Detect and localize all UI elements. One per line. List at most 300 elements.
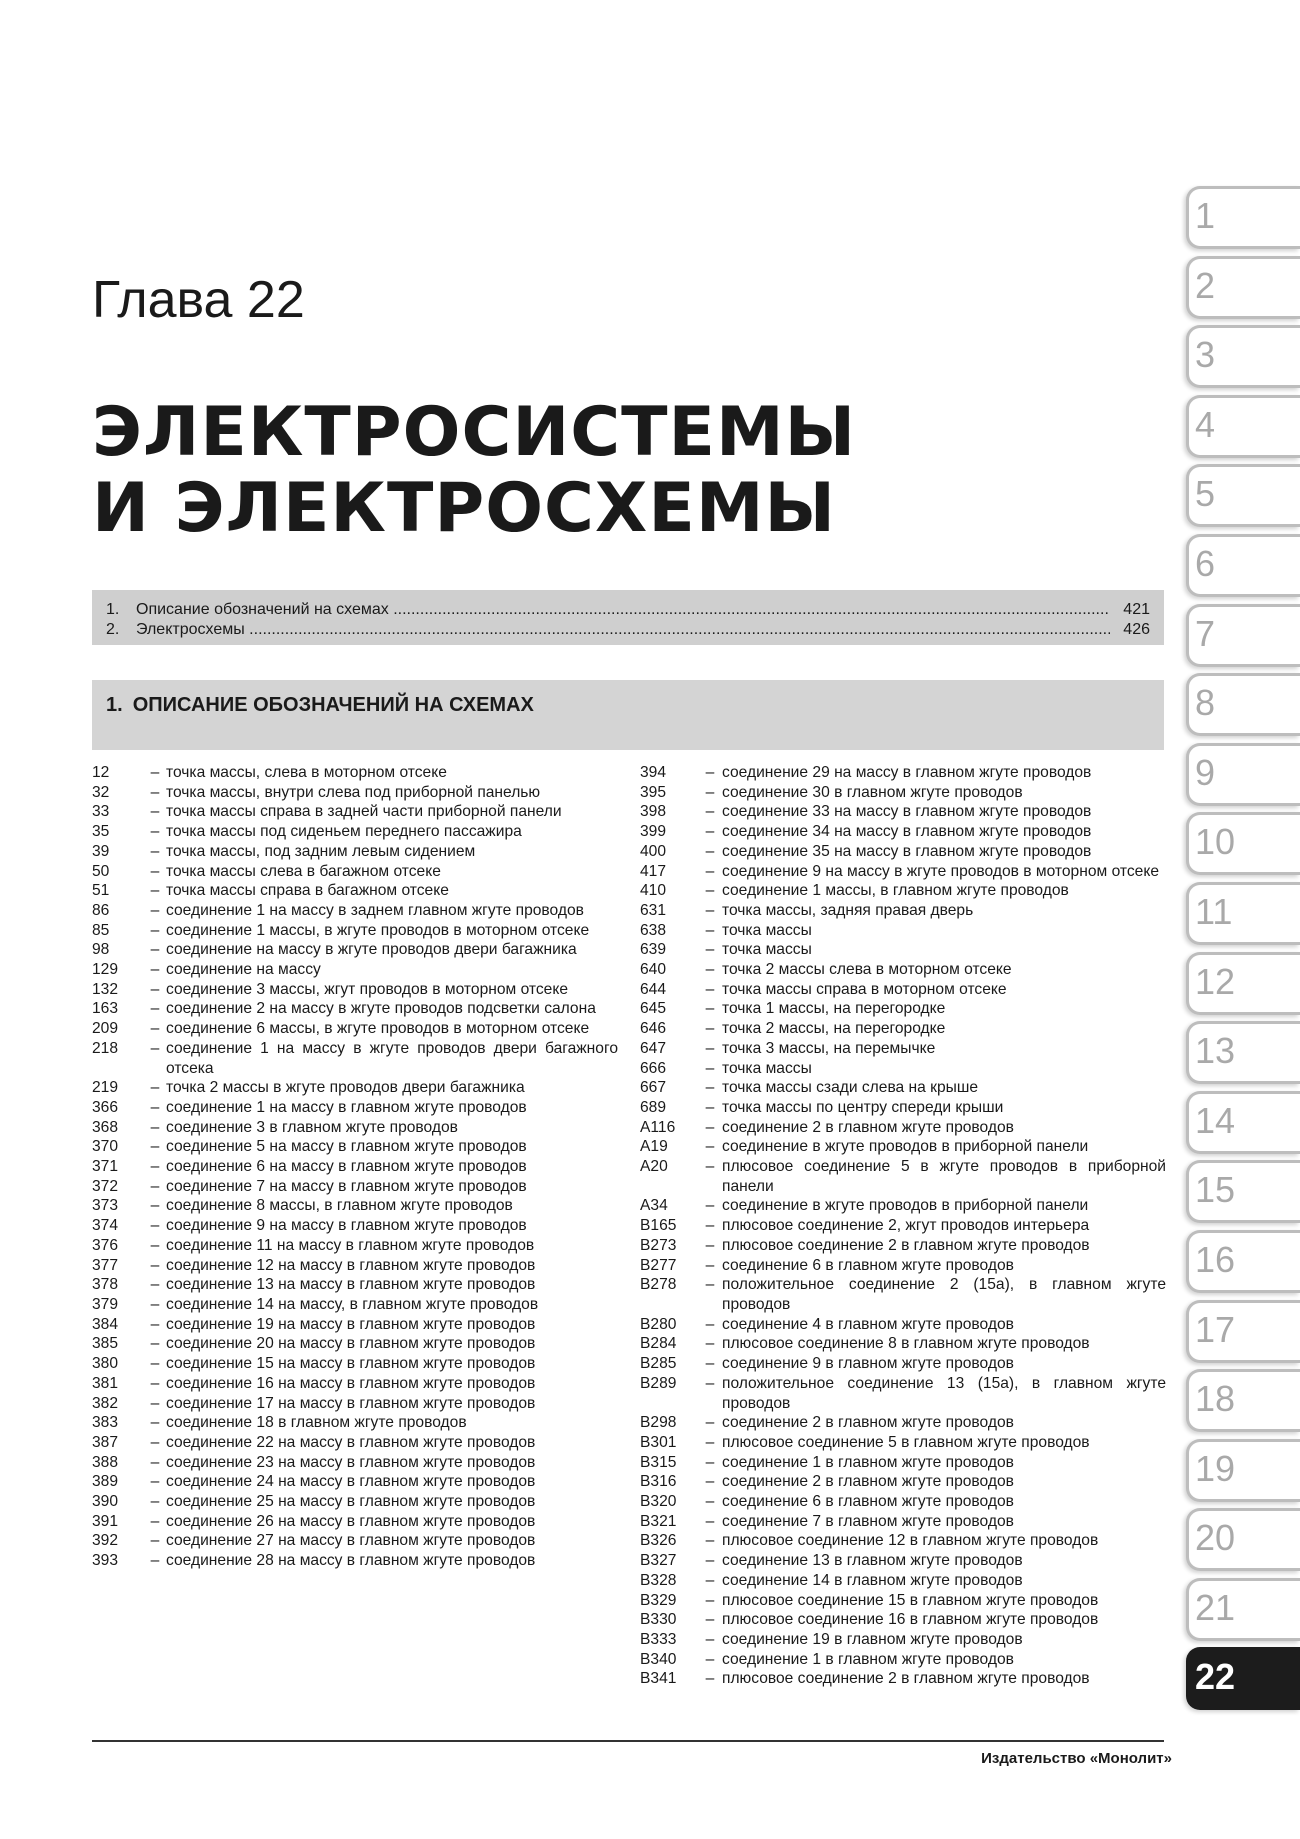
legend-entry xyxy=(92,1413,618,1433)
legend-code: B327 xyxy=(640,1552,677,1570)
legend-description: соединение 24 на массу в главном жгуте проводов xyxy=(166,1473,536,1491)
legend-dash: – xyxy=(150,1256,160,1274)
legend-dash: – xyxy=(150,961,160,979)
legend-dash: – xyxy=(705,1670,715,1688)
legend-code: 381 xyxy=(92,1374,119,1392)
legend-description: плюсовое соединение 2 в главном жгуте проводов xyxy=(722,1236,1090,1254)
legend-dash: – xyxy=(150,1512,160,1530)
toc-item-number: 1. xyxy=(106,601,120,618)
legend-code: B277 xyxy=(640,1256,677,1274)
legend-code: 398 xyxy=(640,803,667,821)
legend-description: точка массы, внутри слева под приборной панелью xyxy=(166,783,541,801)
legend-description: соединение 13 на массу в главном жгуте проводов xyxy=(166,1276,536,1294)
legend-entry xyxy=(92,901,618,921)
legend-description: точка массы xyxy=(722,941,812,959)
legend-code: 132 xyxy=(92,980,119,998)
legend-code: 372 xyxy=(92,1177,119,1195)
legend-entry xyxy=(640,1630,1166,1650)
legend-description: соединение 26 на массу в главном жгуте проводов xyxy=(166,1512,536,1530)
legend-code: B278 xyxy=(640,1276,677,1294)
chapter-tab-1[interactable]: 1 xyxy=(1186,186,1300,249)
legend-entry xyxy=(92,1098,618,1118)
legend-description: положительное соединение 2 (15а), в главном жгуте проводов xyxy=(722,1276,1166,1313)
legend-entry xyxy=(640,980,1166,1000)
legend-dash: – xyxy=(150,1394,160,1412)
legend-description: соединение 16 на массу в главном жгуте проводов xyxy=(166,1374,536,1392)
legend-entry xyxy=(92,822,618,842)
legend-description: соединение 1 в главном жгуте проводов xyxy=(722,1650,1014,1668)
chapter-tab-15[interactable]: 15 xyxy=(1186,1160,1300,1223)
legend-code: 86 xyxy=(92,901,110,919)
legend-description: соединение 1 на массу в жгуте проводов двери багажного отсека xyxy=(166,1039,618,1077)
legend-code: B280 xyxy=(640,1315,677,1333)
legend-dash: – xyxy=(150,1079,160,1097)
legend-dash: – xyxy=(150,1118,160,1136)
legend-code: A20 xyxy=(640,1158,668,1176)
legend-code: 35 xyxy=(92,823,110,841)
legend-dash: – xyxy=(705,921,715,939)
legend-dash: – xyxy=(705,1473,715,1491)
legend-code: 366 xyxy=(92,1098,119,1116)
legend-dash: – xyxy=(150,1276,160,1294)
legend-description: точка массы, под задним левым сидением xyxy=(166,842,476,860)
legend-dash: – xyxy=(150,1000,160,1018)
legend-description: соединение 30 в главном жгуте проводов xyxy=(722,783,1023,801)
title-line-1: ЭЛЕКТРОСИСТЕМЫ xyxy=(92,393,857,472)
legend-entry xyxy=(640,1669,1166,1689)
legend-entry xyxy=(640,1157,1166,1196)
legend-code: 640 xyxy=(640,961,667,979)
legend-description: соединение 25 на массу в главном жгуте проводов xyxy=(166,1493,536,1511)
legend-entry xyxy=(640,1098,1166,1118)
legend-description: точка массы слева в багажном отсеке xyxy=(166,862,441,880)
legend-description: плюсовое соединение 16 в главном жгуте проводов xyxy=(722,1611,1099,1629)
legend-entry xyxy=(92,1196,618,1216)
chapter-tab-21[interactable]: 21 xyxy=(1186,1578,1300,1641)
legend-dash: – xyxy=(705,1000,715,1018)
legend-dash: – xyxy=(705,1374,715,1392)
section-header xyxy=(92,680,1164,750)
legend-entry xyxy=(92,1137,618,1157)
legend-code: B285 xyxy=(640,1355,677,1373)
legend-entry xyxy=(640,1531,1166,1551)
section-number: 1. xyxy=(106,694,123,716)
legend-entry xyxy=(92,842,618,862)
legend-entry xyxy=(640,1019,1166,1039)
legend-entry xyxy=(640,1512,1166,1532)
legend-code: 50 xyxy=(92,862,110,880)
legend-entry xyxy=(92,862,618,882)
legend-entry xyxy=(640,862,1166,882)
legend-code: 400 xyxy=(640,842,667,860)
legend-dash: – xyxy=(705,1355,715,1373)
legend-code: B316 xyxy=(640,1473,677,1491)
legend-entry xyxy=(640,1571,1166,1591)
chapter-tab-12[interactable]: 12 xyxy=(1186,952,1300,1015)
legend-description: соединение 14 на массу, в главном жгуте проводов xyxy=(166,1295,539,1313)
legend-code: 399 xyxy=(640,823,667,841)
legend-column-right xyxy=(640,763,1166,1689)
legend-dash: – xyxy=(150,1295,160,1313)
legend-entry xyxy=(92,1216,618,1236)
legend-code: 385 xyxy=(92,1335,119,1353)
legend-dash: – xyxy=(705,842,715,860)
legend-code: 85 xyxy=(92,921,110,939)
legend-dash: – xyxy=(150,980,160,998)
legend-entry xyxy=(92,999,618,1019)
legend-code: 129 xyxy=(92,961,119,979)
legend-description: точка массы по центру спереди крыши xyxy=(722,1098,1004,1116)
toc-item[interactable] xyxy=(92,600,1164,620)
publisher-footer: Издательство «Монолит» xyxy=(981,1750,1172,1767)
chapter-tab-17[interactable]: 17 xyxy=(1186,1300,1300,1363)
legend-dash: – xyxy=(150,842,160,860)
legend-description: соединение 5 на массу в главном жгуте проводов xyxy=(166,1138,527,1156)
legend-description: точка массы xyxy=(722,921,812,939)
legend-description: соединение 7 на массу в главном жгуте проводов xyxy=(166,1177,527,1195)
legend-description: плюсовое соединение 5 в жгуте проводов в приборной панели xyxy=(722,1158,1166,1195)
legend-code: 388 xyxy=(92,1453,119,1471)
chapter-tab-8[interactable]: 8 xyxy=(1186,673,1300,736)
legend-entry xyxy=(92,980,618,1000)
legend-description: положительное соединение 13 (15а), в главном жгуте проводов xyxy=(722,1374,1166,1412)
legend-entry xyxy=(640,1610,1166,1630)
legend-code: 370 xyxy=(92,1138,119,1156)
legend-code: 645 xyxy=(640,1000,667,1018)
legend-dash: – xyxy=(705,1098,715,1116)
legend-description: соединение 1 в главном жгуте проводов xyxy=(722,1453,1014,1471)
legend-dash: – xyxy=(705,1138,715,1156)
legend-code: 379 xyxy=(92,1295,119,1313)
legend-dash: – xyxy=(150,1315,160,1333)
legend-dash: – xyxy=(705,1276,715,1294)
legend-entry xyxy=(92,1019,618,1039)
legend-code: B340 xyxy=(640,1650,677,1668)
legend-entry xyxy=(92,940,618,960)
legend-dash: – xyxy=(705,1433,715,1451)
legend-entry xyxy=(92,1433,618,1453)
legend-dash: – xyxy=(705,1493,715,1511)
legend-dash: – xyxy=(150,941,160,959)
legend-code: A116 xyxy=(640,1118,676,1136)
legend-entry xyxy=(640,1236,1166,1256)
legend-code: 394 xyxy=(640,764,667,781)
legend-entry xyxy=(640,940,1166,960)
legend-code: 638 xyxy=(640,921,667,939)
legend-dash: – xyxy=(150,803,160,821)
title-line-2: И ЭЛЕКТРОСХЕМЫ xyxy=(92,469,836,548)
legend-code: 689 xyxy=(640,1098,667,1116)
legend-entry xyxy=(640,881,1166,901)
legend-dash: – xyxy=(705,1571,715,1589)
legend-code: 392 xyxy=(92,1532,119,1550)
legend-entry xyxy=(92,1157,618,1177)
legend-entry xyxy=(640,1059,1166,1079)
toc-item[interactable] xyxy=(92,620,1164,640)
chapter-tab-20[interactable]: 20 xyxy=(1186,1508,1300,1571)
legend-dash: – xyxy=(150,1197,160,1215)
legend-entry xyxy=(92,1236,618,1256)
legend-description: соединение 2 на массу в жгуте проводов подсветки салона xyxy=(166,1000,596,1018)
legend-entry xyxy=(92,921,618,941)
legend-code: B321 xyxy=(640,1512,677,1530)
chapter-tabs xyxy=(1186,186,1300,1717)
legend-description: точка 2 массы в жгуте проводов двери багажника xyxy=(166,1079,525,1097)
legend-description: соединение 6 на массу в главном жгуте проводов xyxy=(166,1158,527,1176)
legend-entry xyxy=(640,822,1166,842)
legend-entry xyxy=(92,1256,618,1276)
legend-description: плюсовое соединение 12 в главном жгуте проводов xyxy=(722,1532,1099,1550)
chapter-tab-18[interactable]: 18 xyxy=(1186,1369,1300,1432)
chapter-tab-19[interactable]: 19 xyxy=(1186,1439,1300,1502)
legend-entry xyxy=(640,999,1166,1019)
legend-description: соединение 1 на массу в заднем главном жгуте проводов xyxy=(166,901,584,919)
legend-code: B329 xyxy=(640,1591,677,1609)
legend-entry xyxy=(640,1413,1166,1433)
legend-code: B333 xyxy=(640,1630,677,1648)
legend-dash: – xyxy=(705,764,715,781)
legend-description: точка массы xyxy=(722,1059,812,1077)
legend-dash: – xyxy=(705,1256,715,1274)
legend-description: соединение 2 в главном жгуте проводов xyxy=(722,1414,1014,1432)
legend-dash: – xyxy=(705,1650,715,1668)
legend-description: точка массы, задняя правая дверь xyxy=(722,901,974,919)
footer-divider xyxy=(92,1740,1164,1742)
legend-code: B341 xyxy=(640,1670,677,1688)
chapter-tab-6[interactable]: 6 xyxy=(1186,534,1300,597)
legend-description: соединение 6 в главном жгуте проводов xyxy=(722,1493,1014,1511)
legend-description: соединение 14 в главном жгуте проводов xyxy=(722,1571,1023,1589)
legend-code: 387 xyxy=(92,1433,119,1451)
legend-description: точка массы сзади слева на крыше xyxy=(722,1079,979,1097)
legend-code: 417 xyxy=(640,862,667,880)
chapter-tab-5[interactable]: 5 xyxy=(1186,464,1300,527)
legend-code: 631 xyxy=(640,901,667,919)
toc-item-number: 2. xyxy=(106,621,120,638)
legend-code: 32 xyxy=(92,783,110,801)
legend-code: B301 xyxy=(640,1433,677,1451)
legend-entry xyxy=(640,1137,1166,1157)
legend-code: 368 xyxy=(92,1118,119,1136)
legend-entry xyxy=(92,802,618,822)
section-title: ОПИСАНИЕ ОБОЗНАЧЕНИЙ НА СХЕМАХ xyxy=(132,694,534,716)
legend-entry xyxy=(92,1531,618,1551)
legend-dash: – xyxy=(705,1552,715,1570)
legend-entry xyxy=(640,1315,1166,1335)
legend-description: соединение 9 в главном жгуте проводов xyxy=(722,1355,1014,1373)
chapter-tab-13[interactable]: 13 xyxy=(1186,1021,1300,1084)
chapter-tab-10[interactable]: 10 xyxy=(1186,812,1300,875)
legend-dash: – xyxy=(705,882,715,900)
legend-code: 51 xyxy=(92,882,110,900)
legend-dash: – xyxy=(150,1236,160,1254)
legend-entry xyxy=(640,901,1166,921)
legend-dash: – xyxy=(705,1335,715,1353)
chapter-tab-14[interactable]: 14 xyxy=(1186,1091,1300,1154)
chapter-tab-2[interactable]: 2 xyxy=(1186,256,1300,319)
legend-entry xyxy=(640,1256,1166,1276)
legend-description: соединение 35 на массу в главном жгуте проводов xyxy=(722,842,1092,860)
legend-dash: – xyxy=(705,1453,715,1471)
legend-code: 389 xyxy=(92,1473,119,1491)
legend-code: 646 xyxy=(640,1020,667,1038)
legend-code: B273 xyxy=(640,1236,677,1254)
legend-code: 377 xyxy=(92,1256,119,1274)
legend-description: точка 2 массы, на перегородке xyxy=(722,1020,946,1038)
legend-code: B289 xyxy=(640,1374,677,1392)
legend-description: соединение в жгуте проводов в приборной панели xyxy=(722,1197,1089,1215)
legend-dash: – xyxy=(705,1039,715,1057)
legend-code: A34 xyxy=(640,1197,668,1215)
legend-entry xyxy=(640,1650,1166,1670)
legend-code: 410 xyxy=(640,882,667,900)
legend-code: 12 xyxy=(92,764,110,781)
legend-entry xyxy=(92,1078,618,1098)
legend-code: 382 xyxy=(92,1394,119,1412)
legend-dash: – xyxy=(150,1374,160,1392)
legend-code: 667 xyxy=(640,1079,667,1097)
legend-entry xyxy=(640,1118,1166,1138)
legend-entry xyxy=(640,1492,1166,1512)
legend-entry xyxy=(92,881,618,901)
legend-code: B165 xyxy=(640,1217,677,1235)
legend-dash: – xyxy=(705,1236,715,1254)
legend-dash: – xyxy=(150,823,160,841)
legend-code: B298 xyxy=(640,1414,677,1432)
legend-entry xyxy=(640,921,1166,941)
chapter-tab-7[interactable]: 7 xyxy=(1186,604,1300,667)
legend-entry xyxy=(640,1551,1166,1571)
chapter-label: Глава 22 xyxy=(92,271,305,329)
legend-description: соединение 9 на массу в главном жгуте проводов xyxy=(166,1217,527,1235)
legend-code: B315 xyxy=(640,1453,677,1471)
legend-description: плюсовое соединение 2 в главном жгуте проводов xyxy=(722,1670,1090,1688)
legend-dash: – xyxy=(705,1591,715,1609)
legend-dash: – xyxy=(705,1315,715,1333)
legend-code: 39 xyxy=(92,842,110,860)
legend-dash: – xyxy=(705,1217,715,1235)
legend-description: соединение 9 на массу в жгуте проводов в моторном отсеке xyxy=(722,862,1160,880)
legend-description: точка массы под сиденьем переднего пассажира xyxy=(166,823,522,841)
legend-entry xyxy=(640,1039,1166,1059)
legend-description: соединение 22 на массу в главном жгуте проводов xyxy=(166,1433,536,1451)
legend-column-left xyxy=(92,763,618,1571)
legend-description: соединение 1 массы, в жгуте проводов в моторном отсеке xyxy=(166,921,590,939)
legend-entry xyxy=(640,1216,1166,1236)
legend-dash: – xyxy=(705,1630,715,1648)
legend-description: соединение 20 на массу в главном жгуте проводов xyxy=(166,1335,536,1353)
legend-code: 380 xyxy=(92,1355,119,1373)
legend-description: плюсовое соединение 15 в главном жгуте проводов xyxy=(722,1591,1099,1609)
legend-dash: – xyxy=(150,1039,160,1057)
legend-code: 383 xyxy=(92,1414,119,1432)
legend-dash: – xyxy=(150,1177,160,1195)
legend-code: 647 xyxy=(640,1039,667,1057)
chapter-tab-4[interactable]: 4 xyxy=(1186,395,1300,458)
legend-dash: – xyxy=(705,1020,715,1038)
legend-description: соединение 28 на массу в главном жгуте проводов xyxy=(166,1552,536,1570)
legend-description: соединение 27 на массу в главном жгуте проводов xyxy=(166,1532,536,1550)
legend-dash: – xyxy=(150,1552,160,1570)
legend-description: соединение 7 в главном жгуте проводов xyxy=(722,1512,1014,1530)
legend-entry xyxy=(92,1394,618,1414)
chapter-tab-9[interactable]: 9 xyxy=(1186,743,1300,806)
chapter-tab-11[interactable]: 11 xyxy=(1186,882,1300,945)
legend-dash: – xyxy=(150,862,160,880)
legend-dash: – xyxy=(705,1158,715,1176)
legend-entry xyxy=(640,1196,1166,1216)
legend-description: плюсовое соединение 5 в главном жгуте проводов xyxy=(722,1433,1090,1451)
legend-entry xyxy=(92,1315,618,1335)
legend-dash: – xyxy=(150,1217,160,1235)
legend-description: соединение 33 на массу в главном жгуте проводов xyxy=(722,803,1092,821)
legend-code: B328 xyxy=(640,1571,677,1589)
chapter-tab-3[interactable]: 3 xyxy=(1186,325,1300,388)
legend-entry xyxy=(92,1472,618,1492)
table-of-contents xyxy=(92,590,1164,645)
legend-entry xyxy=(640,1078,1166,1098)
legend-entry xyxy=(92,1295,618,1315)
legend-description: точка 3 массы, на перемычке xyxy=(722,1039,936,1057)
legend-description: соединение 15 на массу в главном жгуте проводов xyxy=(166,1355,536,1373)
legend-code: 33 xyxy=(92,803,110,821)
legend-dash: – xyxy=(150,1098,160,1116)
legend-dash: – xyxy=(150,1453,160,1471)
legend-description: точка массы справа в багажном отсеке xyxy=(166,882,449,900)
legend-entry xyxy=(640,763,1166,783)
legend-description: соединение на массу в жгуте проводов двери багажника xyxy=(166,941,577,959)
legend-entry xyxy=(640,1453,1166,1473)
legend-entry xyxy=(92,763,618,783)
legend-description: точка массы справа в задней части приборной панели xyxy=(166,803,562,821)
legend-entry xyxy=(640,1374,1166,1413)
legend-dash: – xyxy=(150,1493,160,1511)
legend-code: B326 xyxy=(640,1532,677,1550)
legend-description: соединение 29 на массу в главном жгуте проводов xyxy=(722,764,1092,781)
toc-item-text: Описание обозначений на схемах ..... xyxy=(136,600,1110,620)
legend-description: точка 1 массы, на перегородке xyxy=(722,1000,946,1018)
legend-description: соединение 2 в главном жгуте проводов xyxy=(722,1118,1014,1136)
legend-code: 371 xyxy=(92,1158,119,1176)
legend-dash: – xyxy=(150,1532,160,1550)
legend-dash: – xyxy=(705,961,715,979)
legend-entry xyxy=(92,1177,618,1197)
legend-entry xyxy=(92,1512,618,1532)
chapter-tab-22[interactable]: 22 xyxy=(1186,1647,1300,1710)
legend-dash: – xyxy=(705,1414,715,1432)
legend-dash: – xyxy=(150,1355,160,1373)
legend-code: 376 xyxy=(92,1236,119,1254)
legend-dash: – xyxy=(705,901,715,919)
legend-dash: – xyxy=(150,764,160,781)
legend-description: точка массы справа в моторном отсеке xyxy=(722,980,1007,998)
legend-description: соединение 11 на массу в главном жгуте проводов xyxy=(166,1236,535,1254)
legend-entry xyxy=(640,802,1166,822)
legend-description: соединение 17 на массу в главном жгуте проводов xyxy=(166,1394,536,1412)
legend-dash: – xyxy=(150,882,160,900)
legend-code: B320 xyxy=(640,1493,677,1511)
legend-description: соединение 2 в главном жгуте проводов xyxy=(722,1473,1014,1491)
toc-item-text: Электросхемы ..... xyxy=(136,620,1110,640)
legend-description: соединение 23 на массу в главном жгуте проводов xyxy=(166,1453,536,1471)
chapter-tab-16[interactable]: 16 xyxy=(1186,1230,1300,1293)
legend-description: соединение 1 массы, в главном жгуте проводов xyxy=(722,882,1069,900)
legend-description: соединение 6 в главном жгуте проводов xyxy=(722,1256,1014,1274)
legend-dash: – xyxy=(150,783,160,801)
legend-code: B284 xyxy=(640,1335,677,1353)
legend-entry xyxy=(92,960,618,980)
legend-description: плюсовое соединение 8 в главном жгуте проводов xyxy=(722,1335,1090,1353)
